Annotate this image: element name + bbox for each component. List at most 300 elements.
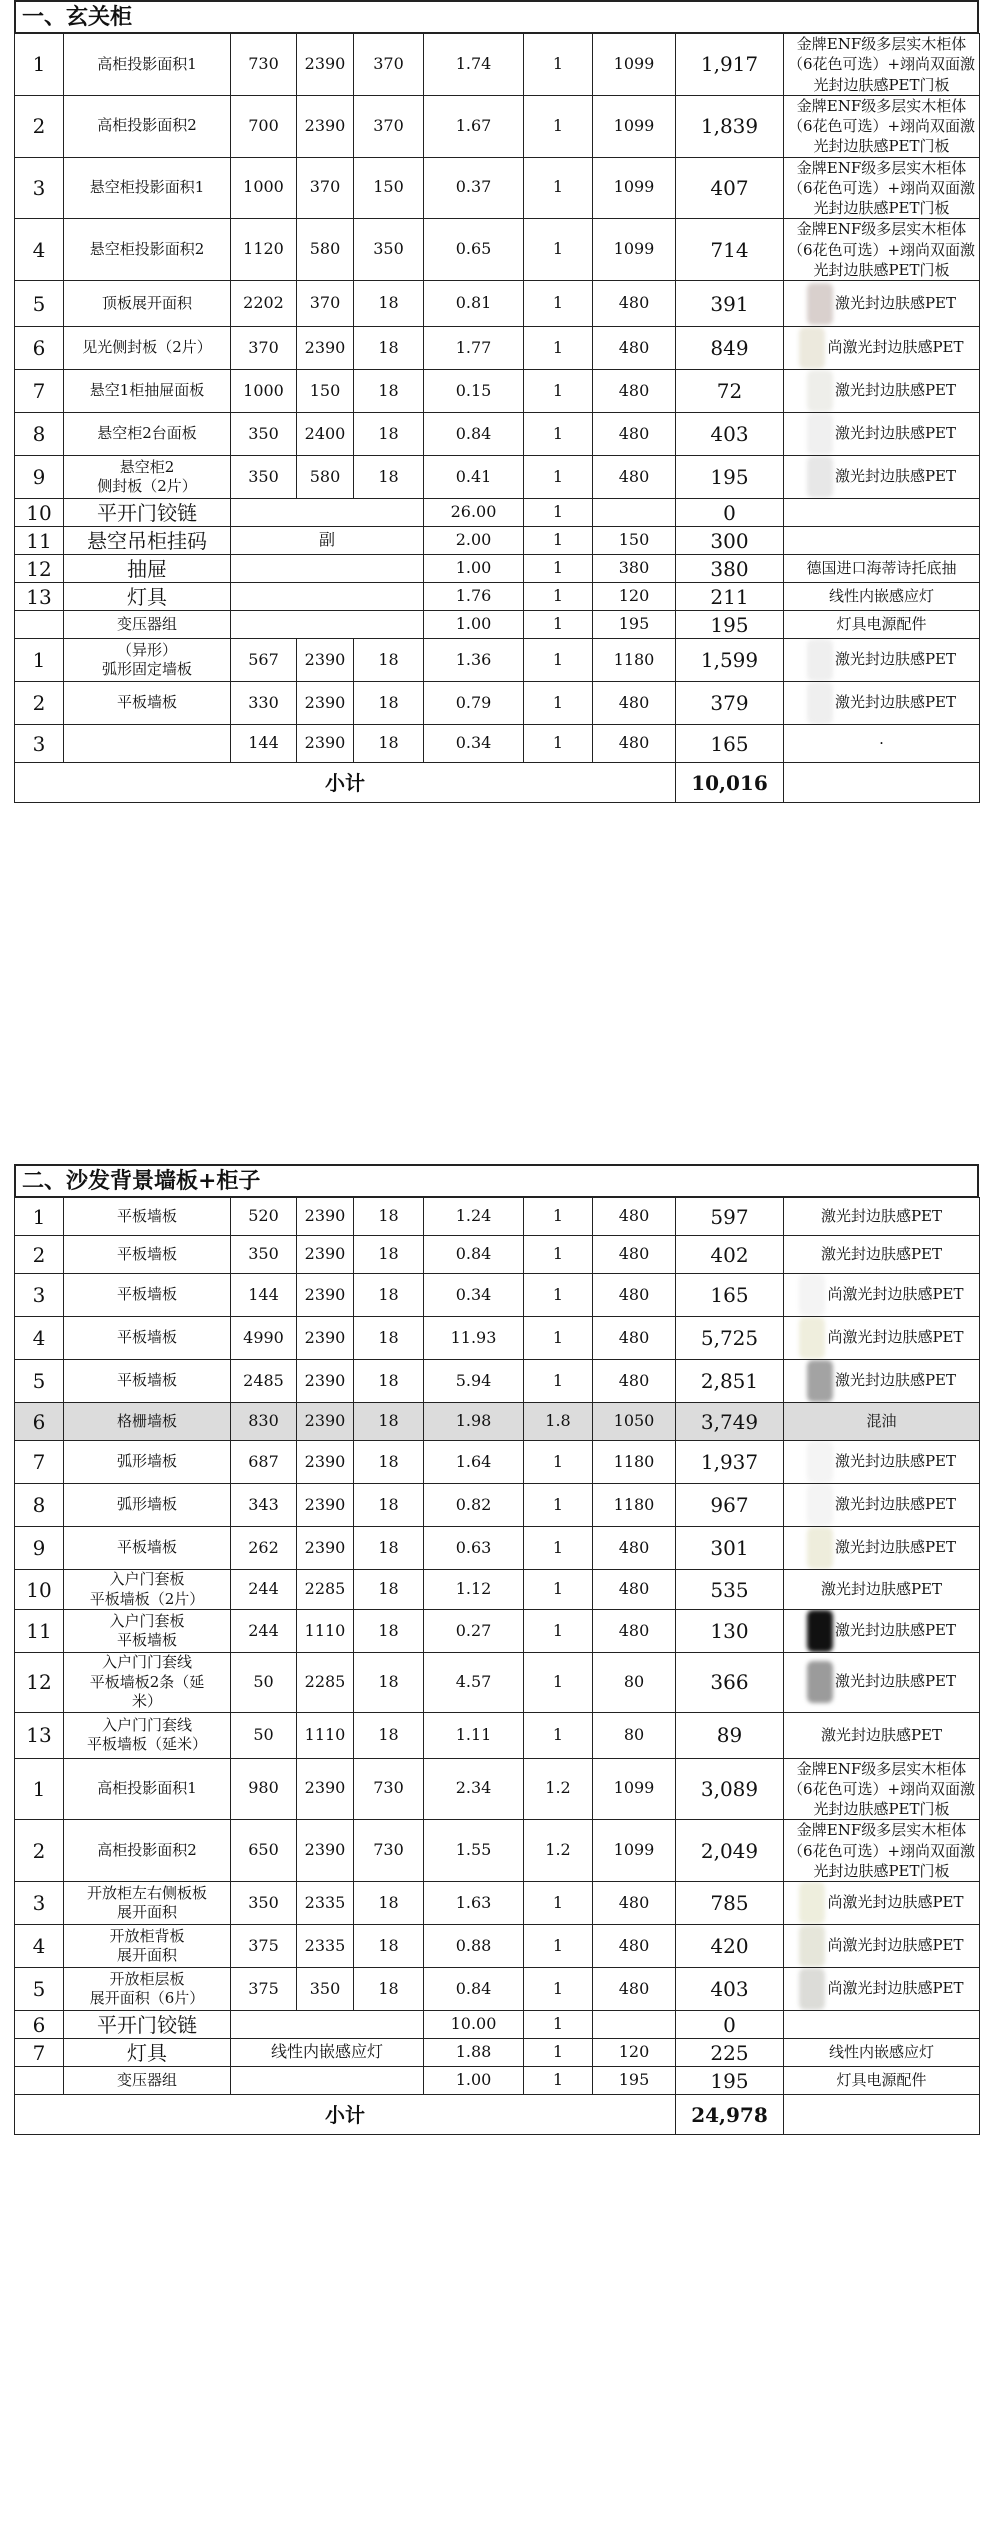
- subtotal-row: [15, 2095, 980, 2135]
- section-2-title: 二、沙发背景墙板+柜子: [14, 1164, 979, 1197]
- cell-price: 150: [593, 527, 676, 555]
- cell-area: 0.15: [424, 370, 524, 413]
- row-number: 1: [15, 1758, 64, 1820]
- item-name: 悬空吊柜挂码: [64, 527, 231, 555]
- cell-coef: 1: [524, 1610, 593, 1653]
- row-number: 5: [15, 281, 64, 327]
- dimension-w: 2202: [231, 281, 297, 327]
- row-number: 6: [15, 1403, 64, 1441]
- cell-area: 0.65: [424, 219, 524, 281]
- dimension-h: 2390: [297, 95, 354, 157]
- cell-area: 1.12: [424, 1570, 524, 1610]
- table-row: [15, 370, 980, 413]
- row-number: 12: [15, 1653, 64, 1713]
- material-description: 尚激光封边肤感PET: [784, 1274, 980, 1317]
- dimension-d: 370: [354, 95, 424, 157]
- cell-area: 0.79: [424, 682, 524, 725]
- dimension-w: 370: [231, 327, 297, 370]
- dimension-h: 350: [297, 1968, 354, 2011]
- dimension-h: 2390: [297, 1236, 354, 1274]
- table-row: [15, 1360, 980, 1403]
- cell-coef: 1: [524, 1484, 593, 1527]
- cell-total: 1,599: [676, 639, 784, 682]
- unit-cell: [231, 499, 424, 527]
- item-name: 高柜投影面积2: [64, 95, 231, 157]
- dimension-d: 18: [354, 456, 424, 499]
- item-name: 顶板展开面积: [64, 281, 231, 327]
- cell-coef: 1: [524, 1712, 593, 1758]
- cell-price: 480: [593, 1198, 676, 1236]
- row-number: 11: [15, 527, 64, 555]
- cell-price: 480: [593, 1317, 676, 1360]
- item-name: 开放柜左右侧板板 展开面积: [64, 1882, 231, 1925]
- blurred-swatch: [807, 1484, 833, 1526]
- blurred-swatch: [799, 327, 825, 369]
- table-row: [15, 1317, 980, 1360]
- cell-area: 11.93: [424, 1317, 524, 1360]
- material-description: 激光封边肤感PET: [784, 1484, 980, 1527]
- row-number: [15, 611, 64, 639]
- dimension-w: 1120: [231, 219, 297, 281]
- dimension-h: 2400: [297, 413, 354, 456]
- item-name: 抽屉: [64, 555, 231, 583]
- row-number: 5: [15, 1968, 64, 2011]
- row-number: 6: [15, 327, 64, 370]
- table-row: [15, 2067, 980, 2095]
- cell-coef: 1: [524, 583, 593, 611]
- cell-price: 80: [593, 1653, 676, 1713]
- dimension-w: 980: [231, 1758, 297, 1820]
- row-number: 4: [15, 219, 64, 281]
- material-description: 尚激光封边肤感PET: [784, 1317, 980, 1360]
- dimension-w: 350: [231, 1882, 297, 1925]
- material-description: 金牌ENF级多层实木柜体（6花色可选）+翊尚双面激光封边肤感PET门板: [784, 157, 980, 219]
- row-number: 7: [15, 2039, 64, 2067]
- blurred-swatch: [807, 413, 833, 455]
- material-description: 激光封边肤感PET: [784, 413, 980, 456]
- unit-cell: [231, 2067, 424, 2095]
- item-name: 见光侧封板（2片）: [64, 327, 231, 370]
- row-number: 3: [15, 725, 64, 763]
- row-number: [15, 2067, 64, 2095]
- cell-total: 597: [676, 1198, 784, 1236]
- cell-price: 480: [593, 281, 676, 327]
- table-row: [15, 725, 980, 763]
- cell-price: 1099: [593, 1820, 676, 1882]
- dimension-h: 2390: [297, 1758, 354, 1820]
- dimension-w: 350: [231, 1236, 297, 1274]
- table-row: [15, 1403, 980, 1441]
- dimension-h: 2390: [297, 682, 354, 725]
- cell-total: 195: [676, 2067, 784, 2095]
- cell-total: 301: [676, 1527, 784, 1570]
- material-description: 激光封边肤感PET: [784, 1198, 980, 1236]
- item-name: 变压器组: [64, 2067, 231, 2095]
- table-row: [15, 2039, 980, 2067]
- cell-area: 1.24: [424, 1198, 524, 1236]
- cell-coef: 1: [524, 1236, 593, 1274]
- row-number: 13: [15, 583, 64, 611]
- table-row: [15, 1712, 980, 1758]
- cell-coef: 1: [524, 1274, 593, 1317]
- unit-cell: 副: [231, 527, 424, 555]
- cell-coef: 1: [524, 413, 593, 456]
- dimension-d: 18: [354, 1527, 424, 1570]
- row-number: 10: [15, 499, 64, 527]
- cell-coef: 1: [524, 281, 593, 327]
- material-description: 灯具电源配件: [784, 2067, 980, 2095]
- dimension-w: 1000: [231, 157, 297, 219]
- table-row: [15, 1610, 980, 1653]
- cell-price: 480: [593, 1882, 676, 1925]
- blurred-swatch: [807, 639, 833, 681]
- cell-area: 0.27: [424, 1610, 524, 1653]
- blurred-swatch: [807, 283, 833, 325]
- dimension-d: 18: [354, 1882, 424, 1925]
- item-name: 变压器组: [64, 611, 231, 639]
- subtotal-label: 小计: [15, 2095, 676, 2135]
- cell-price: 195: [593, 611, 676, 639]
- cell-price: 380: [593, 555, 676, 583]
- cell-coef: 1: [524, 682, 593, 725]
- material-description: 激光封边肤感PET: [784, 1527, 980, 1570]
- dimension-d: 18: [354, 327, 424, 370]
- dimension-w: 144: [231, 725, 297, 763]
- dimension-d: 18: [354, 1968, 424, 2011]
- item-name: 入户门套板 平板墙板: [64, 1610, 231, 1653]
- row-number: 4: [15, 1317, 64, 1360]
- material-description: 激光封边肤感PET: [784, 682, 980, 725]
- dimension-h: 2285: [297, 1570, 354, 1610]
- dimension-d: 18: [354, 1236, 424, 1274]
- blurred-swatch: [807, 1441, 833, 1483]
- dimension-h: 2390: [297, 1360, 354, 1403]
- dimension-h: 2390: [297, 1198, 354, 1236]
- material-description: 激光封边肤感PET: [784, 1570, 980, 1610]
- table-row: [15, 413, 980, 456]
- dimension-h: 370: [297, 157, 354, 219]
- cell-total: 1,917: [676, 34, 784, 96]
- cell-price: 480: [593, 456, 676, 499]
- subtotal-value: 24,978: [676, 2095, 784, 2135]
- dimension-w: 2485: [231, 1360, 297, 1403]
- row-number: 2: [15, 95, 64, 157]
- cell-coef: 1: [524, 725, 593, 763]
- cell-area: 10.00: [424, 2011, 524, 2039]
- table-row: [15, 611, 980, 639]
- cell-total: 2,851: [676, 1360, 784, 1403]
- item-name: 入户门套板 平板墙板（2片）: [64, 1570, 231, 1610]
- cell-price: 1180: [593, 639, 676, 682]
- blurred-swatch: [799, 1317, 825, 1359]
- table-row: [15, 1236, 980, 1274]
- cell-area: 0.63: [424, 1527, 524, 1570]
- cell-total: 3,749: [676, 1403, 784, 1441]
- table-row: [15, 1274, 980, 1317]
- dimension-d: 150: [354, 157, 424, 219]
- section-1: [14, 0, 979, 803]
- row-number: 1: [15, 639, 64, 682]
- cell-total: 2,049: [676, 1820, 784, 1882]
- dimension-w: 350: [231, 456, 297, 499]
- cell-total: 379: [676, 682, 784, 725]
- cell-coef: 1: [524, 1441, 593, 1484]
- material-description: 金牌ENF级多层实木柜体（6花色可选）+翊尚双面激光封边肤感PET门板: [784, 1758, 980, 1820]
- material-description: 激光封边肤感PET: [784, 1653, 980, 1713]
- material-description: 金牌ENF级多层实木柜体（6花色可选）+翊尚双面激光封边肤感PET门板: [784, 95, 980, 157]
- dimension-d: 18: [354, 1712, 424, 1758]
- table-row: [15, 1758, 980, 1820]
- dimension-h: 2335: [297, 1882, 354, 1925]
- item-name: 悬空柜投影面积2: [64, 219, 231, 281]
- cell-coef: 1: [524, 1527, 593, 1570]
- row-number: 12: [15, 555, 64, 583]
- table-row: [15, 34, 980, 96]
- dimension-d: 18: [354, 1925, 424, 1968]
- item-name: 平板墙板: [64, 1236, 231, 1274]
- cell-area: 0.34: [424, 725, 524, 763]
- cell-total: 1,839: [676, 95, 784, 157]
- cell-price: 480: [593, 1360, 676, 1403]
- cell-coef: 1: [524, 370, 593, 413]
- item-name: 高柜投影面积2: [64, 1820, 231, 1882]
- dimension-h: 370: [297, 281, 354, 327]
- cell-coef: 1.2: [524, 1758, 593, 1820]
- item-name: 开放柜层板 展开面积（6片）: [64, 1968, 231, 2011]
- cell-area: 2.00: [424, 527, 524, 555]
- material-description: 激光封边肤感PET: [784, 1360, 980, 1403]
- cell-total: 391: [676, 281, 784, 327]
- section-2: [14, 1164, 979, 2135]
- table-row: [15, 499, 980, 527]
- item-name: [64, 725, 231, 763]
- cell-coef: 1: [524, 327, 593, 370]
- table-row: [15, 1484, 980, 1527]
- cell-coef: 1: [524, 1317, 593, 1360]
- dimension-h: 2335: [297, 1925, 354, 1968]
- material-description: 激光封边肤感PET: [784, 1610, 980, 1653]
- cell-total: 366: [676, 1653, 784, 1713]
- row-number: 2: [15, 1236, 64, 1274]
- dimension-h: 2390: [297, 1527, 354, 1570]
- dimension-w: 687: [231, 1441, 297, 1484]
- cell-area: 0.84: [424, 1968, 524, 2011]
- dimension-w: 50: [231, 1712, 297, 1758]
- cell-price: 480: [593, 682, 676, 725]
- item-name: 平板墙板: [64, 1527, 231, 1570]
- row-number: 3: [15, 157, 64, 219]
- dimension-w: 144: [231, 1274, 297, 1317]
- dimension-w: 375: [231, 1968, 297, 2011]
- dimension-w: 830: [231, 1403, 297, 1441]
- cell-area: 1.11: [424, 1712, 524, 1758]
- cell-total: 407: [676, 157, 784, 219]
- blurred-swatch: [799, 1882, 825, 1924]
- material-description: 金牌ENF级多层实木柜体（6花色可选）+翊尚双面激光封边肤感PET门板: [784, 1820, 980, 1882]
- dimension-h: 2390: [297, 639, 354, 682]
- row-number: 13: [15, 1712, 64, 1758]
- table-row: [15, 1198, 980, 1236]
- material-description: 金牌ENF级多层实木柜体（6花色可选）+翊尚双面激光封边肤感PET门板: [784, 219, 980, 281]
- cell-area: 1.76: [424, 583, 524, 611]
- cell-price: 1180: [593, 1484, 676, 1527]
- row-number: 6: [15, 2011, 64, 2039]
- dimension-d: 370: [354, 34, 424, 96]
- dimension-w: 650: [231, 1820, 297, 1882]
- blurred-swatch: [807, 682, 833, 724]
- cell-price: 1099: [593, 219, 676, 281]
- item-name: 悬空柜2 侧封板（2片）: [64, 456, 231, 499]
- material-description: 灯具电源配件: [784, 611, 980, 639]
- cell-coef: 1: [524, 2039, 593, 2067]
- material-description: 激光封边肤感PET: [784, 370, 980, 413]
- cell-price: 480: [593, 1527, 676, 1570]
- unit-cell: [231, 583, 424, 611]
- cell-coef: 1: [524, 499, 593, 527]
- material-description: 激光封边肤感PET: [784, 456, 980, 499]
- subtotal-row: [15, 763, 980, 803]
- dimension-h: 2390: [297, 1484, 354, 1527]
- cell-total: 225: [676, 2039, 784, 2067]
- row-number: 10: [15, 1570, 64, 1610]
- cell-area: 0.37: [424, 157, 524, 219]
- material-description: 激光封边肤感PET: [784, 1712, 980, 1758]
- table-row: [15, 281, 980, 327]
- dimension-h: 1110: [297, 1610, 354, 1653]
- cell-total: 967: [676, 1484, 784, 1527]
- cell-total: 72: [676, 370, 784, 413]
- dimension-w: 50: [231, 1653, 297, 1713]
- cell-price: 480: [593, 1274, 676, 1317]
- dimension-d: 18: [354, 1403, 424, 1441]
- cell-area: 0.88: [424, 1925, 524, 1968]
- table-row: [15, 1882, 980, 1925]
- row-number: 2: [15, 682, 64, 725]
- item-name: 平板墙板: [64, 1317, 231, 1360]
- dimension-h: 2390: [297, 725, 354, 763]
- cell-total: 849: [676, 327, 784, 370]
- dimension-d: 18: [354, 281, 424, 327]
- cell-price: 480: [593, 1610, 676, 1653]
- dimension-h: 580: [297, 456, 354, 499]
- row-number: 2: [15, 1820, 64, 1882]
- cell-coef: 1: [524, 1925, 593, 1968]
- table-row: [15, 682, 980, 725]
- table-row: [15, 1925, 980, 1968]
- subtotal-empty: [784, 763, 980, 803]
- item-name: 灯具: [64, 583, 231, 611]
- cell-total: 535: [676, 1570, 784, 1610]
- dimension-d: 18: [354, 1653, 424, 1713]
- cell-total: 1,937: [676, 1441, 784, 1484]
- table-row: [15, 157, 980, 219]
- item-name: 平板墙板: [64, 1198, 231, 1236]
- cell-area: 1.98: [424, 1403, 524, 1441]
- dimension-w: 343: [231, 1484, 297, 1527]
- item-name: 弧形墙板: [64, 1484, 231, 1527]
- item-name: 入户门门套线 平板墙板（延米）: [64, 1712, 231, 1758]
- unit-cell: [231, 555, 424, 583]
- row-number: 3: [15, 1274, 64, 1317]
- dimension-d: 18: [354, 639, 424, 682]
- cell-coef: 1: [524, 95, 593, 157]
- dimension-d: 18: [354, 1441, 424, 1484]
- material-description: 尚激光封边肤感PET: [784, 1882, 980, 1925]
- blurred-swatch: [807, 456, 833, 498]
- dimension-w: 520: [231, 1198, 297, 1236]
- dimension-w: 244: [231, 1610, 297, 1653]
- item-name: （异形） 弧形固定墙板: [64, 639, 231, 682]
- cell-total: 195: [676, 456, 784, 499]
- material-description: 激光封边肤感PET: [784, 1236, 980, 1274]
- blurred-swatch: [799, 1968, 825, 2010]
- table-row: [15, 327, 980, 370]
- dimension-h: 2285: [297, 1653, 354, 1713]
- dimension-h: 2390: [297, 327, 354, 370]
- cell-total: 402: [676, 1236, 784, 1274]
- cell-area: 1.63: [424, 1882, 524, 1925]
- item-name: 格栅墙板: [64, 1403, 231, 1441]
- dimension-d: 730: [354, 1758, 424, 1820]
- cell-price: 1099: [593, 1758, 676, 1820]
- cell-area: 1.00: [424, 611, 524, 639]
- dimension-w: 567: [231, 639, 297, 682]
- dimension-h: 580: [297, 219, 354, 281]
- cell-coef: 1: [524, 527, 593, 555]
- cell-total: 195: [676, 611, 784, 639]
- cell-coef: 1: [524, 2067, 593, 2095]
- cell-total: 403: [676, 1968, 784, 2011]
- cell-area: 4.57: [424, 1653, 524, 1713]
- row-number: 3: [15, 1882, 64, 1925]
- dimension-h: 2390: [297, 1441, 354, 1484]
- row-number: 7: [15, 370, 64, 413]
- dimension-w: 700: [231, 95, 297, 157]
- item-name: 平开门铰链: [64, 499, 231, 527]
- cell-coef: 1: [524, 2011, 593, 2039]
- cell-total: 165: [676, 725, 784, 763]
- cell-coef: 1: [524, 1968, 593, 2011]
- dimension-w: 350: [231, 413, 297, 456]
- table-row: [15, 1527, 980, 1570]
- row-number: 8: [15, 413, 64, 456]
- dimension-d: 350: [354, 219, 424, 281]
- cell-price: 1180: [593, 1441, 676, 1484]
- item-name: 弧形墙板: [64, 1441, 231, 1484]
- cell-total: 130: [676, 1610, 784, 1653]
- section-2-table: [14, 1197, 980, 2135]
- dimension-d: 18: [354, 1274, 424, 1317]
- cell-coef: 1: [524, 1198, 593, 1236]
- dimension-d: 18: [354, 1198, 424, 1236]
- cell-area: 1.74: [424, 34, 524, 96]
- item-name: 悬空柜投影面积1: [64, 157, 231, 219]
- cell-area: 5.94: [424, 1360, 524, 1403]
- item-name: 平开门铰链: [64, 2011, 231, 2039]
- material-description: 尚激光封边肤感PET: [784, 327, 980, 370]
- table-row: [15, 1653, 980, 1713]
- item-name: 悬空柜2台面板: [64, 413, 231, 456]
- table-row: [15, 2011, 980, 2039]
- dimension-d: 18: [354, 682, 424, 725]
- cell-price: 80: [593, 1712, 676, 1758]
- cell-area: 0.81: [424, 281, 524, 327]
- cell-area: 0.41: [424, 456, 524, 499]
- dimension-w: 1000: [231, 370, 297, 413]
- dimension-w: 375: [231, 1925, 297, 1968]
- blurred-swatch: [799, 1274, 825, 1316]
- dimension-d: 18: [354, 725, 424, 763]
